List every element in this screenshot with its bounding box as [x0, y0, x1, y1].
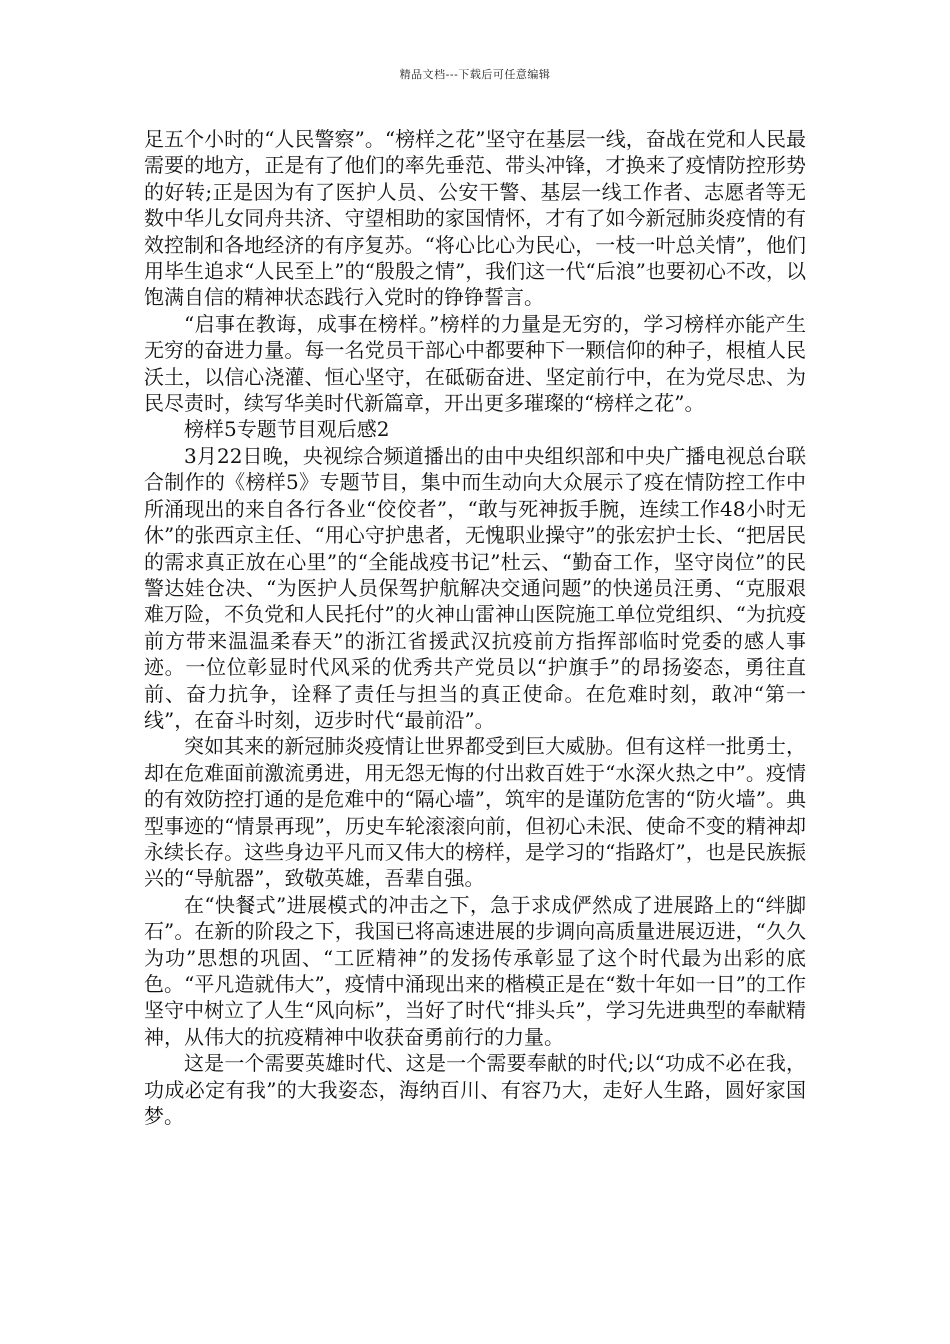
- paragraph-5: 在“快餐式”进展模式的冲击之下，急于求成俨然成了进展路上的“绊脚石”。在新的阶段之下，我国已将高速进展的步调向高质量进展迈进，“久久为功”思想的巩固、“工匠精神”的发扬传承彰显了这个时代最为出彩的底色。“平凡造就伟大”，疫情中涌现出来的楷模正是在“数十年如一日”的工作坚守中树立了人生“风向标”，当好了时代“排头兵”，学习先进典型的奉献精神，从伟大的抗疫精神中收获奋勇前行的力量。: [144, 892, 806, 1049]
- document-body: [144, 126, 806, 1129]
- page-header: 精品文档---下载后可任意编辑: [399, 68, 551, 81]
- section-title: 榜样5专题节目观后感2: [184, 417, 390, 442]
- paragraph-6: 这是一个需要英雄时代、这是一个需要奉献的时代;以“功成不必在我，功成必定有我”的大我姿态，海纳百川、有容乃大，走好人生路，圆好家国梦。: [144, 1051, 806, 1129]
- paragraph-3: 3月22日晚，央视综合频道播出的由中央组织部和中央广播电视总台联合制作的《榜样5》专题节目，集中而生动向大众展示了疫在情防控工作中所涌现出的来自各行各业“佼佼者”，“敢与死神扳手腕，连续工作48小时无休”的张西京主任、“用心守护患者，无愧职业操守”的张宏护士长、“把居民的需求真正放在心里”的“全能战疫书记”杜云、“勤奋工作，坚守岗位”的民警达娃仓决、“为医护人员保驾护航解决交通问题”的快递员汪勇、“克服艰难万险，不负党和人民托付”的火神山雷神山医院施工单位党组织、“为抗疫前方带来温温柔春天”的浙江省援武汉抗疫前方指挥部临时党委的感人事迹。一位位彰显时代风采的优秀共产党员以“护旗手”的昂扬姿态，勇往直前、奋力抗争，诠释了责任与担当的真正使命。在危难时刻，敢冲“第一线”，在奋斗时刻，迈步时代“最前沿”。: [144, 443, 806, 732]
- paragraph-4: 突如其来的新冠肺炎疫情让世界都受到巨大威胁。但有这样一批勇士，却在危难面前激流勇进，用无怨无悔的付出救百姓于“水深火热之中”。疫情的有效防控打通的是危难中的“隔心墙”，筑牢的是谨防危害的“防火墙”。典型事迹的“情景再现”，历史车轮滚滚向前，但初心未泯、使命不变的精神却永续长存。这些身边平凡而又伟大的榜样，是学习的“指路灯”，也是民族振兴的“导航器”，致敬英雄，吾辈自强。: [144, 734, 806, 891]
- paragraph-1: 足五个小时的“人民警察”。“榜样之花”坚守在基层一线，奋战在党和人民最需要的地方，正是有了他们的率先垂范、带头冲锋，才换来了疫情防控形势的好转;正是因为有了医护人员、公安干警、基层一线工作者、志愿者等无数中华儿女同舟共济、守望相助的家国情怀，才有了如今新冠肺炎疫情的有效控制和各地经济的有序复苏。“将心比心为民心，一枝一叶总关情”，他们用毕生追求“人民至上”的“殷殷之情”，我们这一代“后浪”也要初心不改，以饱满自信的精神状态践行入党时的铮铮誓言。: [144, 127, 806, 310]
- paragraph-2: “启事在教诲，成事在榜样。”榜样的力量是无穷的，学习榜样亦能产生无穷的奋进力量。每一名党员干部心中都要种下一颗信仰的种子，根植人民沃土，以信心浇灌、恒心坚守，在砥砺奋进、坚定前行中，在为党尽忠、为民尽责时，续写华美时代新篇章，开出更多璀璨的“榜样之花”。: [144, 311, 806, 416]
